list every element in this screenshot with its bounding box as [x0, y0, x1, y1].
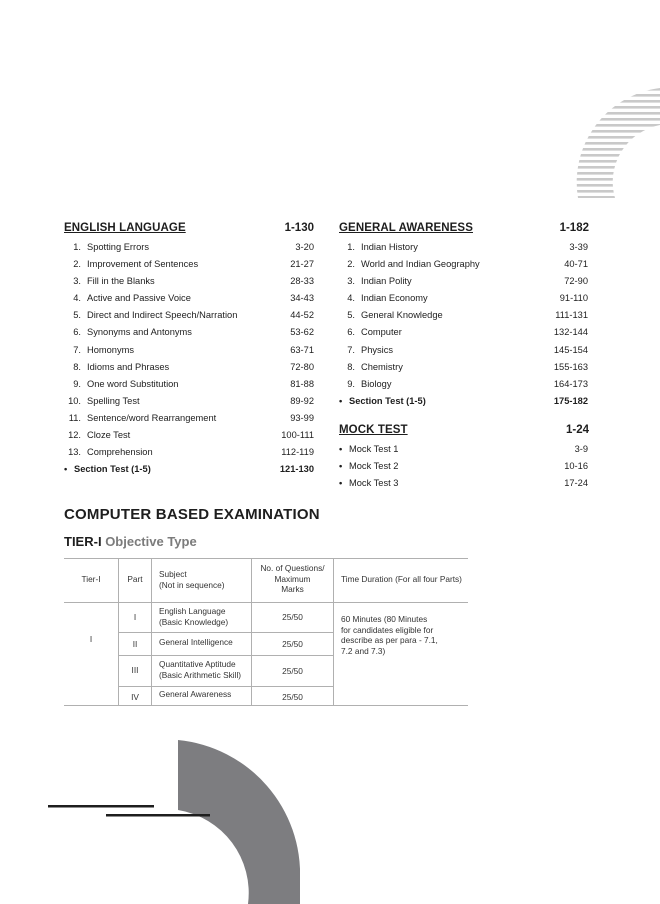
item-title: Mock Test 3 — [349, 478, 399, 489]
row-part: II — [132, 639, 138, 649]
item-pages: 132-144 — [553, 327, 588, 338]
tier-heading — [64, 534, 197, 549]
english-topic-list — [64, 239, 316, 478]
item-pages: 112-119 — [281, 447, 314, 458]
mock-test-list — [339, 441, 590, 492]
item-number: 6. — [347, 327, 355, 338]
list-item — [64, 290, 316, 307]
item-pages: 111-131 — [555, 310, 588, 321]
mock-section-title: MOCK TEST — [339, 424, 408, 436]
item-pages: 81-88 — [290, 378, 314, 389]
list-item — [64, 359, 316, 376]
list-item — [339, 376, 590, 393]
item-pages: 175-182 — [553, 395, 588, 406]
item-title: General Knowledge — [361, 310, 443, 321]
item-title: Direct and Indirect Speech/Narration — [87, 310, 238, 321]
item-number: 7. — [73, 344, 81, 355]
row-marks: 25/50 — [282, 666, 303, 676]
decorative-bottom-arc — [0, 730, 300, 904]
item-title: Physics — [361, 344, 394, 355]
mock-test-item — [339, 458, 590, 475]
general-section-range: 1-182 — [559, 222, 589, 234]
item-title: Fill in the Blanks — [87, 276, 155, 287]
list-item — [64, 427, 316, 444]
item-number: 5. — [347, 310, 355, 321]
item-number: 8. — [347, 361, 355, 372]
item-title: Improvement of Sentences — [87, 259, 199, 270]
item-title: Homonyms — [87, 344, 135, 355]
item-number: 6. — [73, 327, 81, 338]
item-number: 9. — [347, 378, 355, 389]
item-pages: 63-71 — [290, 344, 314, 355]
row-part: I — [133, 612, 137, 622]
mock-test-item — [339, 475, 590, 492]
list-item — [64, 444, 316, 461]
list-item — [64, 324, 316, 341]
list-item — [339, 256, 590, 273]
item-number: 4. — [347, 293, 355, 304]
item-title: Mock Test 2 — [349, 461, 399, 472]
item-title: Indian History — [361, 242, 418, 252]
item-number: 2. — [73, 259, 81, 270]
item-pages: 121-130 — [279, 464, 314, 475]
item-number: 1. — [73, 242, 81, 252]
item-title: One word Substitution — [87, 378, 179, 389]
general-section-title: GENERAL AWARENESS — [339, 222, 473, 234]
exam-section-title: COMPUTER BASED EXAMINATION — [64, 506, 320, 523]
item-title: Cloze Test — [87, 430, 131, 441]
row-subject: General Intelligence — [159, 637, 233, 647]
mock-section-range: 1-24 — [565, 424, 589, 436]
item-number: 4. — [73, 293, 81, 304]
item-pages: 21-27 — [290, 259, 314, 270]
item-pages: 34-43 — [290, 293, 314, 304]
list-item — [339, 342, 590, 359]
row-part: III — [131, 665, 139, 675]
list-item — [64, 307, 316, 324]
list-item — [339, 359, 590, 376]
list-item — [64, 239, 316, 256]
item-pages: 17-24 — [564, 478, 588, 489]
item-pages: 72-80 — [290, 361, 314, 372]
bullet-icon: • — [339, 478, 343, 489]
tier-prefix: TIER-I — [64, 534, 102, 549]
item-title: Chemistry — [361, 361, 403, 372]
row-subject: General Awareness — [159, 689, 232, 699]
item-pages: 91-110 — [559, 293, 588, 304]
list-item — [339, 290, 590, 307]
english-section-range: 1-130 — [284, 222, 314, 234]
item-number: 10. — [68, 395, 81, 406]
list-item — [64, 393, 316, 410]
item-number: 3. — [347, 276, 355, 287]
list-item — [64, 256, 316, 273]
item-pages: 89-92 — [290, 395, 314, 406]
decorative-striped-arc — [560, 80, 660, 205]
row-subject: Quantitative Aptitude (Basic Arithmetic Skill) — [159, 659, 242, 680]
row-marks: 25/50 — [282, 612, 303, 622]
item-pages: 3-20 — [295, 242, 314, 252]
item-title: Spelling Test — [87, 395, 140, 406]
item-number: 7. — [347, 344, 355, 355]
list-item — [339, 239, 590, 256]
item-number: 12. — [68, 430, 81, 441]
mock-test-item — [339, 441, 590, 458]
item-number: 13. — [68, 447, 81, 458]
item-title: Section Test (1-5) — [74, 464, 151, 475]
item-title: Sentence/word Rearrangement — [87, 412, 217, 423]
general-topic-list — [339, 239, 590, 410]
item-title: Mock Test 1 — [349, 444, 399, 454]
item-number: 3. — [73, 276, 81, 287]
tier-type: Objective Type — [105, 534, 197, 549]
row-subject: English Language (Basic Knowledge) — [159, 606, 229, 627]
item-title: Indian Economy — [361, 293, 428, 304]
item-title: Idioms and Phrases — [87, 361, 170, 372]
item-pages: 40-71 — [564, 259, 588, 270]
item-pages: 44-52 — [290, 310, 314, 321]
item-pages: 53-62 — [290, 327, 314, 338]
header-questions-marks: No. of Questions/ Maximum Marks — [260, 563, 325, 594]
item-title: Spotting Errors — [87, 242, 150, 252]
item-number: 5. — [73, 310, 81, 321]
header-time-duration: Time Duration (For all four Parts) — [341, 574, 462, 584]
list-item — [339, 307, 590, 324]
item-title: Indian Polity — [361, 276, 412, 287]
item-number: 2. — [347, 259, 355, 270]
bullet-icon: • — [339, 461, 343, 472]
item-title: Computer — [361, 327, 402, 338]
header-subject: Subject (Not in sequence) — [159, 569, 225, 590]
section-test-item — [64, 461, 316, 478]
bullet-icon: • — [339, 444, 343, 454]
item-title: Comprehension — [87, 447, 153, 458]
item-pages: 3-9 — [574, 444, 588, 454]
row-marks: 25/50 — [282, 639, 303, 649]
list-item — [64, 410, 316, 427]
item-pages: 145-154 — [553, 344, 588, 355]
item-title: Section Test (1-5) — [349, 395, 426, 406]
section-test-item — [339, 393, 590, 410]
bullet-icon: • — [339, 395, 343, 406]
item-pages: 155-163 — [553, 361, 588, 372]
item-pages: 28-33 — [290, 276, 314, 287]
header-tier: Tier-I — [81, 574, 101, 584]
item-title: Synonyms and Antonyms — [87, 327, 192, 338]
item-title: World and Indian Geography — [361, 259, 480, 270]
item-number: 1. — [347, 242, 355, 252]
english-section-title: ENGLISH LANGUAGE — [64, 222, 186, 234]
list-item — [339, 273, 590, 290]
header-part: Part — [127, 574, 143, 584]
bullet-icon: • — [64, 464, 68, 475]
time-duration-value: 60 Minutes (80 Minutes for candidates eligible for describe as per para - 7.1, 7.2 and 7.3) — [341, 614, 438, 656]
list-item — [64, 273, 316, 290]
exam-pattern-table — [64, 558, 468, 706]
row-marks: 25/50 — [282, 692, 303, 702]
list-item — [64, 376, 316, 393]
item-number: 9. — [73, 378, 81, 389]
list-item — [339, 324, 590, 341]
item-pages: 3-39 — [569, 242, 588, 252]
item-title: Active and Passive Voice — [87, 293, 191, 304]
item-pages: 100-111 — [281, 430, 314, 441]
item-title: Biology — [361, 378, 392, 389]
list-item — [64, 342, 316, 359]
item-number: 11. — [68, 412, 81, 423]
item-pages: 72-90 — [564, 276, 588, 287]
item-pages: 10-16 — [564, 461, 588, 472]
item-pages: 164-173 — [553, 378, 588, 389]
item-pages: 93-99 — [290, 412, 314, 423]
tier-value: I — [89, 634, 93, 644]
item-number: 8. — [73, 361, 81, 372]
row-part: IV — [131, 692, 139, 702]
